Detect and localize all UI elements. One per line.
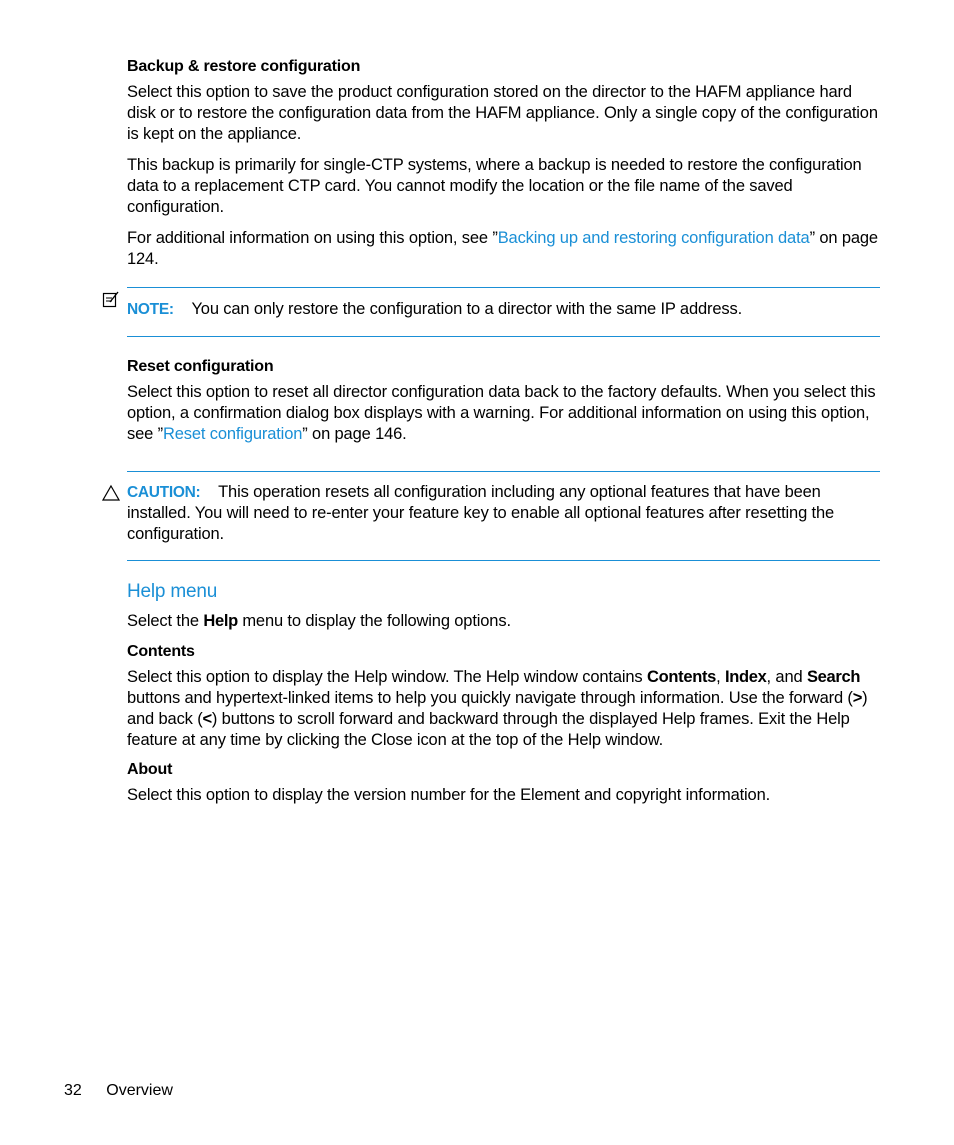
note-bottom-rule <box>127 336 880 337</box>
caution-box <box>127 472 879 560</box>
help-intro-pre: Select the <box>127 612 204 630</box>
reset-configuration-link[interactable]: Reset configuration <box>162 425 303 443</box>
caution-label: CAUTION: <box>127 484 201 501</box>
contents-bold-back: < <box>202 710 212 728</box>
contents-bold-forward: > <box>852 689 863 707</box>
contents-text-4: buttons and hypertext-linked items to help you quickly navigate through information. Use the forward ( <box>127 689 853 707</box>
caution-text: This operation resets all configuration including any optional features that have been installed. You will need to re-enter your feature key to enable all optional features after resetting the configuration. <box>127 483 835 543</box>
caution-triangle-icon <box>102 484 120 502</box>
reset-heading: Reset configuration <box>127 358 274 375</box>
backup-heading: Backup & restore configuration <box>127 58 361 75</box>
help-intro <box>127 611 879 632</box>
backing-up-link[interactable]: Backing up and restoring configuration data <box>497 229 810 247</box>
contents-text-1: Select this option to display the Help window. The Help window contains <box>127 668 647 686</box>
note-label: NOTE: <box>127 301 174 318</box>
footer-section: Overview <box>106 1082 173 1099</box>
contents-bold-index: Index <box>724 668 767 686</box>
contents-text-6: ) buttons to scroll forward and backward through the displayed Help frames. Exit the Help feature at any time by clicking the Close icon at the top of the Help window. <box>127 710 850 749</box>
contents-heading: Contents <box>127 643 195 660</box>
contents-bold-contents: Contents <box>646 668 717 686</box>
about-paragraph: Select this option to display the version number for the Element and copyright information. <box>127 786 771 804</box>
reset-p-pre: Select this option to reset all director configuration data back to the factory defaults. When you select this option, a confirmation dialog box displays with a warning. For additional information on using this option, see ” <box>127 383 876 443</box>
help-menu-title: Help menu <box>127 581 218 602</box>
page-footer <box>64 1082 173 1100</box>
contents-bold-search: Search <box>806 668 861 686</box>
note-text: You can only restore the configuration to a director with the same IP address. <box>191 300 743 318</box>
note-box <box>127 288 879 336</box>
backup-p3-post: ” on page 124. <box>127 229 878 268</box>
contents-paragraph <box>127 667 879 751</box>
reset-p-post: ” on page 146. <box>302 425 407 443</box>
caution-bottom-rule <box>127 560 880 561</box>
reset-paragraph <box>127 382 879 445</box>
contents-text-5: ) and back ( <box>127 689 868 728</box>
note-icon <box>102 290 120 308</box>
about-heading: About <box>127 761 173 778</box>
page-content <box>127 58 879 816</box>
backup-paragraph-2: This backup is primarily for single-CTP systems, where a backup is needed to restore the configuration data to a replacement CTP card. You cannot modify the location or the file name of the saved configuration. <box>127 156 862 216</box>
help-intro-bold: Help <box>203 612 238 630</box>
backup-p3-pre: For additional information on using this option, see ” <box>127 229 498 247</box>
backup-paragraph-3 <box>127 228 879 270</box>
help-intro-post: menu to display the following options. <box>237 612 511 630</box>
backup-paragraph-1: Select this option to save the product configuration stored on the director to the HAFM appliance hard disk or to restore the configuration data from the HAFM appliance. Only a single copy of the configuration is kept on the appliance. <box>127 83 878 143</box>
contents-text-2: , <box>716 668 725 686</box>
page-number: 32 <box>64 1082 82 1099</box>
contents-text-3: , and <box>766 668 807 686</box>
